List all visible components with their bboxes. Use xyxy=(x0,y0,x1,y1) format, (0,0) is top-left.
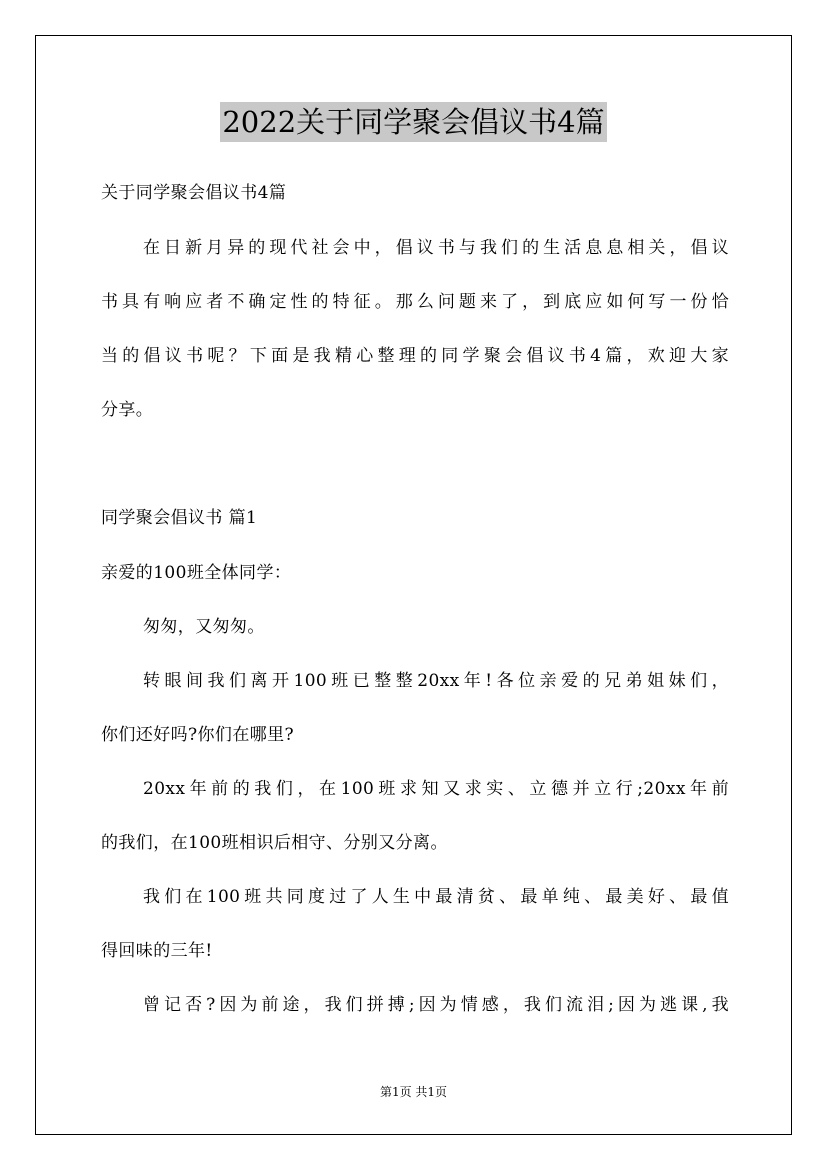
page-number-label: 第1页 共1页 xyxy=(379,1085,448,1099)
paragraph-line: 分享。 xyxy=(101,400,154,420)
paragraph-line: 你们还好吗?你们在哪里? xyxy=(101,725,295,745)
paragraph-line: 我们在100班共同度过了人生中最清贫、最单纯、最美好、最值 xyxy=(143,887,729,907)
salutation-line: 亲爱的100班全体同学： xyxy=(101,563,292,583)
paragraph-line: 在日新月异的现代社会中，倡议书与我们的生活息息相关，倡议 xyxy=(143,238,729,258)
paragraph-line: 20xx年前的我们，在100班求知又求实、立德并立行;20xx年前 xyxy=(143,779,729,799)
paragraph-line: 匆匆，又匆匆。 xyxy=(143,617,265,637)
paragraph-line: 的我们，在100班相识后相守、分别又分离。 xyxy=(101,833,448,853)
paragraph-line: 曾记否?因为前途，我们拼搏;因为情感，我们流泪;因为逃课,我 xyxy=(143,995,729,1015)
paragraph-line: 当的倡议书呢？下面是我精心整理的同学聚会倡议书4篇，欢迎大家 xyxy=(101,346,729,366)
subtitle-line: 关于同学聚会倡议书4篇 xyxy=(101,183,287,203)
document-title: 2022关于同学聚会倡议书4篇 xyxy=(220,102,606,142)
section-heading: 同学聚会倡议书 篇1 xyxy=(101,508,258,528)
paragraph-line: 书具有响应者不确定性的特征。那么问题来了，到底应如何写一份恰 xyxy=(101,292,729,312)
paragraph-line: 得回味的三年! xyxy=(101,941,213,961)
page-footer xyxy=(0,1084,827,1100)
title-wrap xyxy=(0,102,827,142)
paragraph-line: 转眼间我们离开100班已整整20xx年!各位亲爱的兄弟姐妹们， xyxy=(143,671,729,691)
